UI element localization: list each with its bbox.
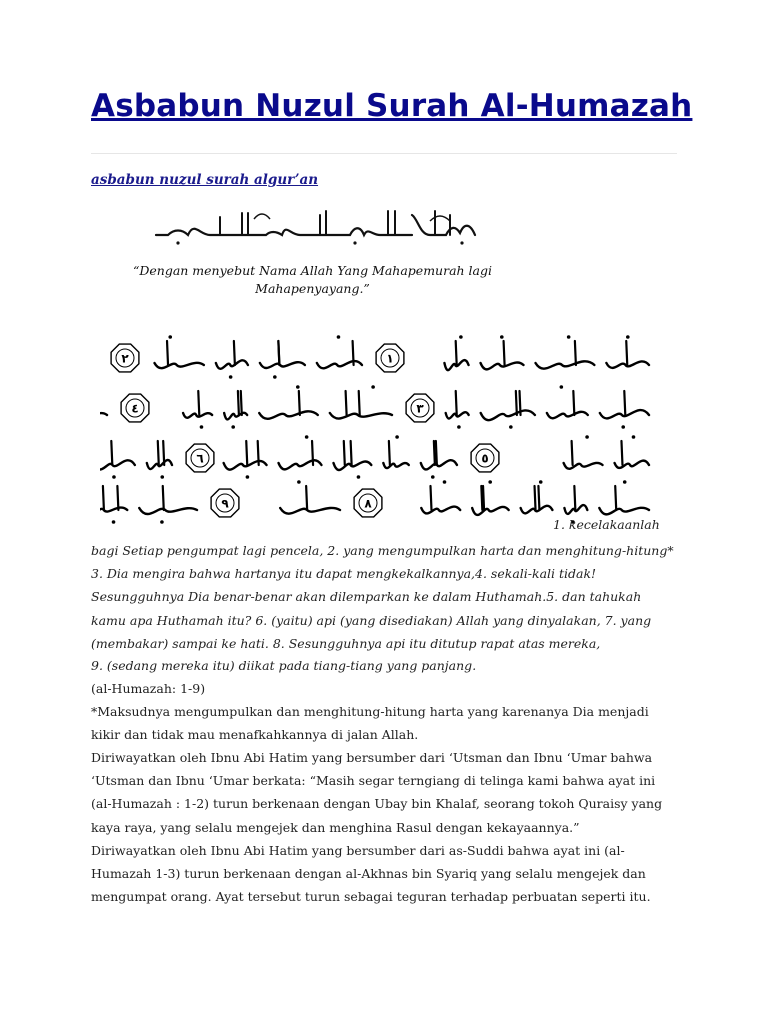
arabic-letter-stroke [167,341,168,365]
arabic-diacritic-dot [160,520,164,524]
ayah-number-marker [354,489,382,517]
arabic-word-stroke [535,361,594,368]
arabic-word-stroke [317,361,362,368]
arabic-word-stroke [564,463,603,469]
arabic-letter-stroke [538,486,539,510]
arabic-word-stroke [481,363,524,370]
arabic-letter-stroke [434,441,435,465]
arabic-verses [100,335,670,530]
arabic-letter-stroke [574,486,575,510]
arabic-letter-stroke [615,486,616,510]
arabic-diacritic-dot [231,425,235,429]
verse-9-translation: 9. (sedang mereka itu) diikat pada tiang-tiang yang panjang. [91,658,477,673]
ayah-number-marker [406,394,434,422]
arabic-verses-drawing [100,335,670,530]
arabic-diacritic-dot [500,335,504,339]
arabic-diacritic-dot [623,480,627,484]
arabic-word-stroke [472,507,508,515]
arabic-word-stroke [280,508,340,514]
arabic-letter-stroke [359,391,360,415]
arabic-diacritic-dot [200,425,204,429]
arabic-diacritic-dot [273,375,277,379]
arabic-letter-stroke [198,391,199,415]
arabic-letter-stroke [626,341,627,365]
arabic-word-stroke [279,460,322,469]
arabic-letter-stroke [353,341,354,365]
arabic-word-stroke [259,411,318,419]
ayah-number-marker [376,344,404,372]
arabic-letter-stroke [520,391,521,415]
arabic-diacritic-dot [112,520,116,524]
arabic-diacritic-dot [357,475,361,479]
arabic-diacritic-dot [395,435,399,439]
arabic-letter-stroke [246,441,247,465]
arabic-diacritic-dot [246,475,250,479]
arabic-letter-stroke [504,341,505,365]
arabic-diacritic-dot [296,385,300,389]
arabic-diacritic-dot [431,475,435,479]
arabic-word-stroke [100,413,107,418]
arabic-letter-stroke [241,391,242,415]
arabic-word-stroke [481,410,535,420]
basmalah-calligraphy [150,205,480,247]
arabic-diacritic-dot [297,480,301,484]
arabic-letter-stroke [103,486,104,510]
arabic-word-stroke [547,412,588,418]
svg-text:٨: ٨ [364,496,372,511]
arabic-letter-stroke [346,391,347,415]
narration-paragraph-1: Diriwayatkan oleh Ibnu Abi Hatim yang bersumber dari ‘Utsman dan Ibnu ‘Umar bahwa ‘Utsman dan Ibnu ‘Umar berkata: “Masih segar terngiang di telinga kami bahwa ayat ini (al-Humazah : 1-2) turun berkenaan dengan Ubay bin Khalaf, seorang tokoh Quraisy yang kaya raya, yang selalu mengejek dan menghina Rasul dengan kekayaannya.” [91,750,663,835]
arabic-letter-stroke [516,391,517,415]
arabic-letter-stroke [158,441,159,465]
arabic-diacritic-dot [305,435,309,439]
arabic-diacritic-dot [626,335,630,339]
arabic-letter-stroke [621,441,622,465]
arabic-diacritic-dot [112,475,116,479]
arabic-word-stroke [260,362,305,368]
arabic-letter-stroke [278,341,279,365]
arabic-letter-stroke [572,441,573,465]
narration-paragraph-2: Diriwayatkan oleh Ibnu Abi Hatim yang bersumber dari as-Suddi bahwa ayat ini (al-Humazah 1-3) turun berkenaan dengan al-Akhnas bin Syariq yang selalu mengejek dan mengumpat orang. Ayat tersebut turun sebagai teguran terhadap perbuatan seperti itu. [91,843,651,905]
arabic-letter-stroke [312,441,313,465]
arabic-word-stroke [100,460,135,469]
svg-text:٣: ٣ [416,401,424,416]
arabic-letter-stroke [238,391,239,415]
ayah-number-marker [186,444,214,472]
arabic-letter-stroke [483,486,484,510]
arabic-diacritic-dot [539,480,543,484]
arabic-diacritic-dot [621,425,625,429]
arabic-letter-stroke [234,341,235,365]
svg-text:٥: ٥ [481,451,489,466]
arabic-letter-stroke [306,486,307,510]
ayah-number-marker [211,489,239,517]
arabic-letter-stroke [344,441,345,465]
arabic-diacritic-dot [459,335,463,339]
arabic-diacritic-dot [509,425,513,429]
arabic-letter-stroke [436,441,437,465]
arabic-letter-stroke [163,441,164,465]
svg-text:١: ١ [386,351,394,366]
footnote-paragraph: *Maksudnya mengumpulkan dan menghitung-hitung harta yang karenanya Dia menjadi kikir dan tidak mau menafkahkannya di jalan Allah. [91,704,649,743]
arabic-word-stroke [330,413,392,419]
arabic-diacritic-dot [567,335,571,339]
arabic-letter-stroke [573,391,574,415]
arabic-letter-stroke [111,441,112,465]
arabic-letter-stroke [535,486,536,510]
ayah-number-marker [121,394,149,422]
arabic-diacritic-dot [168,335,172,339]
ayah-number-marker [111,344,139,372]
arabic-word-stroke [421,507,460,514]
arabic-letter-stroke [624,391,625,415]
arabic-diacritic-dot [443,480,447,484]
page-title[interactable]: Asbabun Nuzul Surah Al-Humazah [91,88,693,124]
arabic-word-stroke [615,461,649,468]
arabic-diacritic-dot [488,480,492,484]
arabic-letter-stroke [456,391,457,415]
svg-text:٦: ٦ [196,451,204,466]
verse-translation-paragraph: bagi Setiap pengumpat lagi pencela, 2. yang mengumpulkan harta dan menghitung-hitung* 3. Dia mengira bahwa hartanya itu dapat mengkekalkannya,4. sekali-kali tidak! Sesungguhnya Dia benar-benar akan dilemparkan ke dalam Huthamah.5. dan tahukah kamu apa Huthamah itu? 6. (yaitu) api (yang disediakan) Allah yang dinyalakan, 7. yang (membakar) sampai ke hati. 8. Sesungguhnya api itu ditutup rapat atas mereka, [91,543,674,651]
arabic-word-stroke [224,461,267,470]
arabic-diacritic-dot [371,385,375,389]
arabic-letter-stroke [258,441,259,465]
arabic-word-stroke [154,363,203,368]
arabic-letter-stroke [351,441,352,465]
svg-text:٩: ٩ [221,496,229,511]
arabic-letter-stroke [456,341,457,365]
arabic-letter-stroke [575,341,576,365]
arabic-diacritic-dot [585,435,589,439]
arabic-word-stroke [383,463,408,468]
arabic-diacritic-dot [457,425,461,429]
arabic-letter-stroke [389,441,390,465]
surah-reference: (al-Humazah: 1-9) [91,681,206,696]
svg-text:٢: ٢ [121,351,129,366]
arabic-diacritic-dot [229,375,233,379]
arabic-diacritic-dot [632,435,636,439]
arabic-diacritic-dot [160,475,164,479]
ayah-number-marker [471,444,499,472]
arabic-diacritic-dot [337,335,341,339]
arabic-word-stroke [421,460,457,469]
title-divider [91,153,677,154]
arabic-word-stroke [216,360,248,369]
verse-1-translation-start: 1. kecelakaanlah [553,517,660,532]
arabic-letter-stroke [117,486,118,510]
subtitle-link[interactable]: asbabun nuzul surah algur’an [91,172,319,188]
arabic-letter-stroke [430,486,431,510]
arabic-word-stroke [139,508,197,514]
arabic-diacritic-dot [560,385,564,389]
arabic-letter-stroke [163,486,164,510]
basmalah-translation: “Dengan menyebut Nama Allah Yang Mahapemurah lagi Mahapenyayang.” [132,263,493,297]
svg-text:٤: ٤ [131,401,139,416]
arabic-word-stroke [599,508,649,515]
arabic-word-stroke [224,413,247,420]
arabic-letter-stroke [299,391,300,415]
arabic-word-stroke [183,413,212,418]
